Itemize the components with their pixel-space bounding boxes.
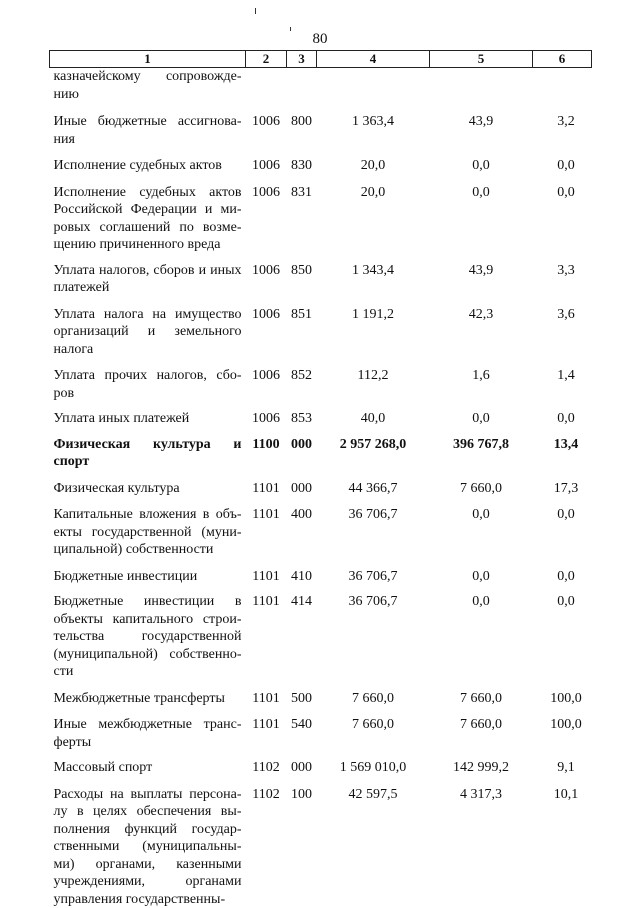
row-value-col3: 800 xyxy=(287,113,317,157)
row-value-col5: 0,0 xyxy=(430,506,533,568)
row-value-col4: 40,0 xyxy=(317,410,430,436)
table-row xyxy=(50,436,592,480)
row-label: Капитальные вложения в объ-екты государственной (муни-ципальной) собственности xyxy=(50,506,246,568)
table-row xyxy=(50,262,592,306)
row-value-col5: 1,6 xyxy=(430,367,533,410)
row-value-col4: 1 191,2 xyxy=(317,306,430,368)
row-value-col4: 7 660,0 xyxy=(317,716,430,759)
row-value-col5: 142 999,2 xyxy=(430,759,533,786)
row-value-col5 xyxy=(430,68,533,114)
column-header: 6 xyxy=(533,51,592,68)
row-value-col2: 1101 xyxy=(246,480,287,507)
table-row xyxy=(50,68,592,114)
row-value-col5: 7 660,0 xyxy=(430,716,533,759)
table-row xyxy=(50,367,592,410)
row-label: казначейскому сопровожде-нию xyxy=(50,68,246,114)
row-value-col6: 3,2 xyxy=(533,113,592,157)
row-value-col3: 850 xyxy=(287,262,317,306)
row-value-col5: 43,9 xyxy=(430,113,533,157)
page-number: 80 xyxy=(0,31,640,48)
row-value-col5: 0,0 xyxy=(430,157,533,184)
table-row xyxy=(50,306,592,368)
table-body xyxy=(50,68,592,908)
table-row xyxy=(50,690,592,717)
row-label: Межбюджетные трансферты xyxy=(50,690,246,717)
row-value-col3: 852 xyxy=(287,367,317,410)
row-value-col3 xyxy=(287,68,317,114)
row-value-col6: 100,0 xyxy=(533,690,592,717)
row-value-col6: 0,0 xyxy=(533,410,592,436)
row-value-col6: 1,4 xyxy=(533,367,592,410)
row-label: Массовый спорт xyxy=(50,759,246,786)
column-header: 2 xyxy=(246,51,287,68)
scan-mark xyxy=(290,27,291,31)
row-label: Физическая культура xyxy=(50,480,246,507)
row-value-col2: 1102 xyxy=(246,759,287,786)
table-header-row xyxy=(50,51,592,68)
row-value-col2: 1006 xyxy=(246,157,287,184)
row-value-col4: 20,0 xyxy=(317,157,430,184)
row-value-col5: 0,0 xyxy=(430,568,533,594)
row-value-col2: 1102 xyxy=(246,786,287,908)
row-value-col4: 1 343,4 xyxy=(317,262,430,306)
table-row xyxy=(50,716,592,759)
row-value-col6: 10,1 xyxy=(533,786,592,908)
row-value-col4: 2 957 268,0 xyxy=(317,436,430,480)
row-label: Уплата налога на имущество организаций и земельного налога xyxy=(50,306,246,368)
table-row xyxy=(50,113,592,157)
row-value-col3: 000 xyxy=(287,436,317,480)
row-label: Уплата прочих налогов, сбо-ров xyxy=(50,367,246,410)
table-row xyxy=(50,568,592,594)
row-value-col6: 0,0 xyxy=(533,506,592,568)
row-value-col2: 1100 xyxy=(246,436,287,480)
column-header: 5 xyxy=(430,51,533,68)
row-value-col6: 100,0 xyxy=(533,716,592,759)
row-label: Иные межбюджетные транс-ферты xyxy=(50,716,246,759)
row-value-col5: 7 660,0 xyxy=(430,480,533,507)
table-row xyxy=(50,786,592,908)
row-value-col3: 831 xyxy=(287,184,317,262)
row-value-col4: 1 363,4 xyxy=(317,113,430,157)
row-value-col3: 830 xyxy=(287,157,317,184)
table-row xyxy=(50,157,592,184)
row-value-col2: 1101 xyxy=(246,568,287,594)
table-row xyxy=(50,506,592,568)
row-value-col2 xyxy=(246,68,287,114)
row-value-col2: 1006 xyxy=(246,113,287,157)
row-value-col6: 3,3 xyxy=(533,262,592,306)
budget-table xyxy=(49,50,592,908)
row-value-col5: 43,9 xyxy=(430,262,533,306)
row-label: Бюджетные инвестиции xyxy=(50,568,246,594)
row-value-col5: 4 317,3 xyxy=(430,786,533,908)
table-row xyxy=(50,184,592,262)
row-value-col6: 17,3 xyxy=(533,480,592,507)
row-value-col3: 000 xyxy=(287,480,317,507)
row-value-col5: 42,3 xyxy=(430,306,533,368)
column-header: 1 xyxy=(50,51,246,68)
row-value-col4: 36 706,7 xyxy=(317,568,430,594)
row-value-col4: 36 706,7 xyxy=(317,506,430,568)
table-row xyxy=(50,410,592,436)
row-value-col3: 540 xyxy=(287,716,317,759)
row-label: Уплата налогов, сборов и иных платежей xyxy=(50,262,246,306)
row-value-col3: 400 xyxy=(287,506,317,568)
row-value-col6: 3,6 xyxy=(533,306,592,368)
row-value-col2: 1101 xyxy=(246,716,287,759)
row-value-col2: 1101 xyxy=(246,690,287,717)
row-value-col5: 396 767,8 xyxy=(430,436,533,480)
row-value-col2: 1101 xyxy=(246,506,287,568)
row-label: Исполнение судебных актов xyxy=(50,157,246,184)
row-value-col2: 1006 xyxy=(246,410,287,436)
row-value-col2: 1101 xyxy=(246,593,287,690)
row-value-col4: 112,2 xyxy=(317,367,430,410)
row-label: Уплата иных платежей xyxy=(50,410,246,436)
row-value-col2: 1006 xyxy=(246,184,287,262)
row-label: Бюджетные инвестиции в объекты капитального строи-тельства государственной (муниципальной) собственно-сти xyxy=(50,593,246,690)
row-value-col6: 9,1 xyxy=(533,759,592,786)
row-value-col5: 0,0 xyxy=(430,184,533,262)
row-label: Расходы на выплаты персона-лу в целях обеспечения вы-полнения функций государ-ственными (муниципальны-ми) органами, казенными учреждениями, органами управления государственны- xyxy=(50,786,246,908)
table-row xyxy=(50,480,592,507)
row-value-col2: 1006 xyxy=(246,262,287,306)
row-value-col3: 100 xyxy=(287,786,317,908)
row-value-col5: 7 660,0 xyxy=(430,690,533,717)
row-value-col6: 0,0 xyxy=(533,184,592,262)
scan-mark xyxy=(255,8,256,14)
row-value-col3: 853 xyxy=(287,410,317,436)
row-value-col2: 1006 xyxy=(246,367,287,410)
row-value-col5: 0,0 xyxy=(430,410,533,436)
table-row xyxy=(50,759,592,786)
row-value-col4: 20,0 xyxy=(317,184,430,262)
row-value-col4: 36 706,7 xyxy=(317,593,430,690)
table-row xyxy=(50,593,592,690)
row-value-col3: 000 xyxy=(287,759,317,786)
row-label: Физическая культура и спорт xyxy=(50,436,246,480)
row-value-col6: 0,0 xyxy=(533,157,592,184)
row-value-col4 xyxy=(317,68,430,114)
row-value-col6: 0,0 xyxy=(533,593,592,690)
row-value-col6: 0,0 xyxy=(533,568,592,594)
row-value-col3: 500 xyxy=(287,690,317,717)
row-value-col4: 1 569 010,0 xyxy=(317,759,430,786)
column-header: 4 xyxy=(317,51,430,68)
row-value-col4: 44 366,7 xyxy=(317,480,430,507)
row-value-col4: 42 597,5 xyxy=(317,786,430,908)
row-value-col6 xyxy=(533,68,592,114)
column-header: 3 xyxy=(287,51,317,68)
row-value-col5: 0,0 xyxy=(430,593,533,690)
row-value-col3: 414 xyxy=(287,593,317,690)
row-value-col3: 851 xyxy=(287,306,317,368)
row-value-col2: 1006 xyxy=(246,306,287,368)
row-value-col3: 410 xyxy=(287,568,317,594)
row-value-col4: 7 660,0 xyxy=(317,690,430,717)
row-value-col6: 13,4 xyxy=(533,436,592,480)
row-label: Иные бюджетные ассигнова-ния xyxy=(50,113,246,157)
row-label: Исполнение судебных актов Российской Федерации и ми-ровых соглашений по возме-щению причиненного вреда xyxy=(50,184,246,262)
